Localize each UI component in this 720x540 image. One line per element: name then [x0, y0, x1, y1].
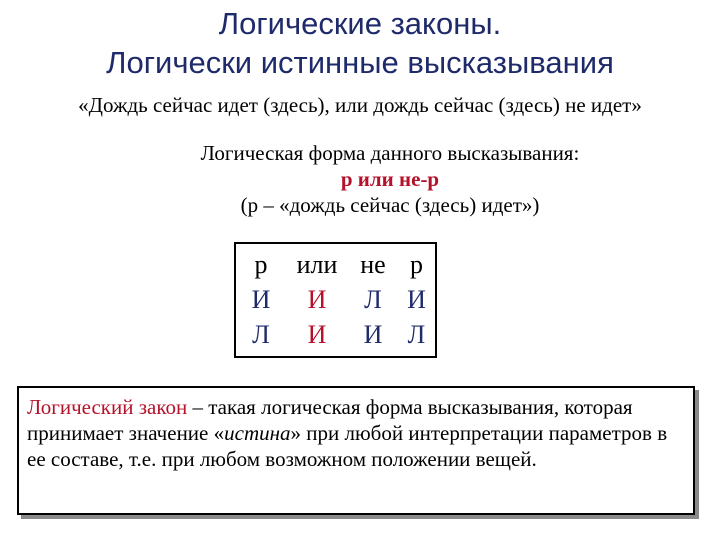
truth-table-header-cell: или: [296, 250, 338, 279]
title-line-2: Логически истинные высказывания: [106, 45, 614, 80]
truth-table-header-cell: p: [410, 250, 423, 279]
truth-table-cell: И: [307, 320, 327, 349]
truth-table: [234, 242, 437, 358]
truth-table-cell: И: [363, 320, 383, 349]
truth-table-cell: Л: [364, 285, 382, 314]
definition-emphasis: истина: [224, 421, 291, 445]
truth-table-cell: И: [307, 285, 327, 314]
logical-form-block: [100, 140, 680, 218]
truth-table-cell: И: [251, 285, 271, 314]
slide-title: [0, 4, 720, 82]
truth-table-row: [236, 282, 435, 317]
truth-table-cell: Л: [252, 320, 270, 349]
title-line-1: Логические законы.: [218, 6, 502, 41]
truth-table-header-cell: не: [360, 250, 386, 279]
definition-box: [17, 386, 695, 515]
definition-term: Логический закон: [27, 395, 188, 419]
logical-form-formula: p или не-p: [340, 167, 440, 191]
example-statement: «Дождь сейчас идет (здесь), или дождь сейчас (здесь) не идет»: [78, 93, 642, 117]
definition-text-part-2: » при любой интерпретации параметров в ее составе, т.е. при любом возможном положении вещей.: [27, 421, 668, 471]
logical-form-explanation: (p – «дождь сейчас (здесь) идет»): [240, 193, 540, 217]
definition-text-part-1: – такая логическая форма высказывания, которая принимает значение «: [27, 395, 633, 445]
logical-form-intro: Логическая форма данного высказывания:: [200, 141, 580, 165]
truth-table-header-row: [236, 247, 435, 282]
truth-table-cell: И: [407, 285, 426, 314]
truth-table-header-cell: p: [254, 250, 268, 279]
truth-table-cell: Л: [407, 320, 426, 349]
truth-table-row: [236, 317, 435, 352]
